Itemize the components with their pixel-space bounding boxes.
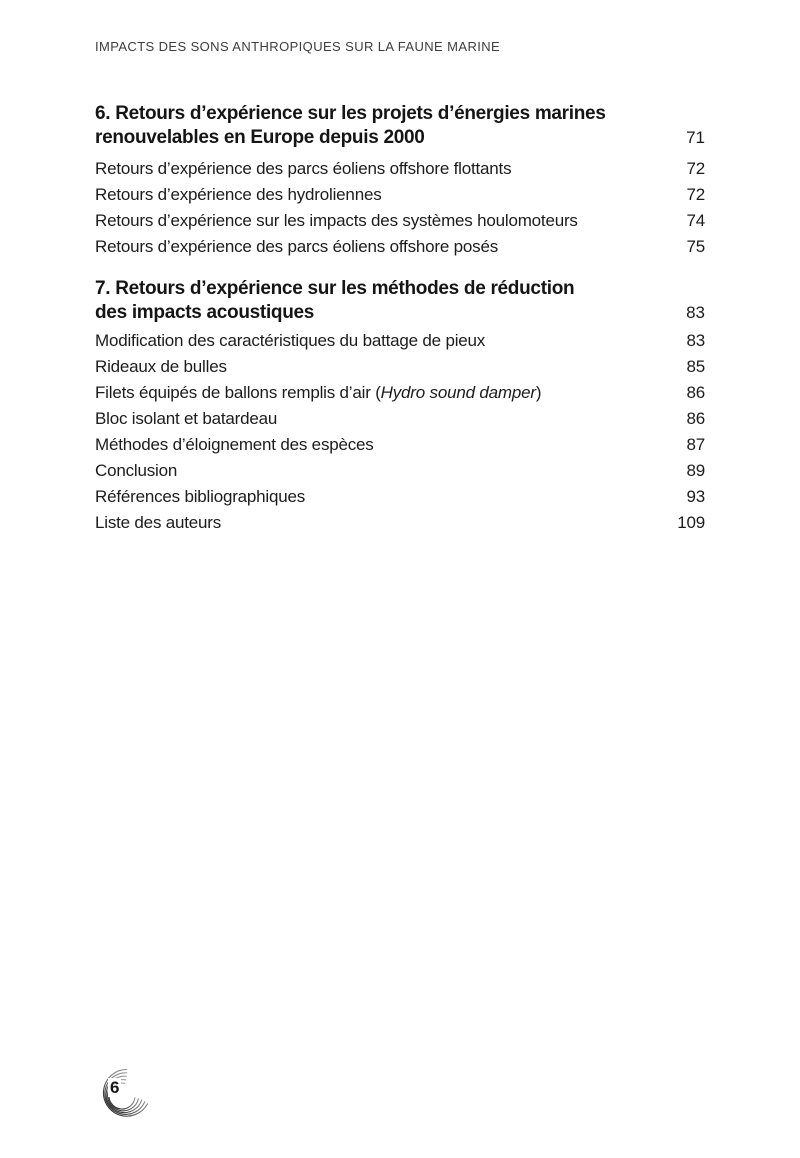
toc-entry-page: 89 (686, 461, 705, 480)
italic-term: Hydro sound damper (380, 383, 536, 402)
toc-entry-page: 83 (686, 331, 705, 350)
section-7-title (95, 277, 574, 325)
toc-entry-label: Liste des auteurs (95, 513, 222, 532)
toc-entry (95, 380, 705, 406)
folio-page-number: 6 (110, 1078, 120, 1097)
toc-entry-page: 87 (686, 435, 705, 454)
toc-entry-label: Retours d’expérience des hydroliennes (95, 185, 382, 204)
toc-entry (95, 234, 705, 260)
toc-section-6 (95, 102, 705, 260)
toc-entry (95, 208, 705, 234)
toc-entry-label-prefix: Filets équipés de ballons remplis d’air ( (95, 383, 381, 402)
toc-entry-page: 72 (686, 159, 705, 178)
arc-swoosh-logo-icon (92, 1066, 154, 1132)
page-footer (92, 1066, 154, 1132)
section-7-title-line1: 7. Retours d’expérience sur les méthodes de réduction (95, 278, 575, 299)
running-header: IMPACTS DES SONS ANTHROPIQUES SUR LA FAUNE MARINE (95, 39, 501, 54)
toc-entry-label: Conclusion (95, 461, 178, 480)
toc-entry-label: Références bibliographiques (95, 487, 306, 506)
toc-entry-page: 74 (686, 211, 705, 230)
section-7-title-line2: des impacts acoustiques (95, 302, 315, 323)
toc-entry-label: Modification des caractéristiques du battage de pieux (95, 331, 486, 350)
toc-entry-page: 72 (686, 185, 705, 204)
section-6-entries (95, 156, 705, 260)
toc-entry-page: 86 (686, 383, 705, 402)
toc-entry-label: Retours d’expérience des parcs éoliens offshore posés (95, 237, 498, 256)
section-6-heading (95, 102, 705, 150)
toc-entry (95, 484, 705, 510)
toc-entry (95, 458, 705, 484)
toc-entry-label (95, 380, 541, 406)
toc-entry-page: 85 (686, 357, 705, 376)
toc-entry (95, 182, 705, 208)
section-6-title-line2: renouvelables en Europe depuis 2000 (95, 127, 425, 148)
toc-entry (95, 406, 705, 432)
toc-entry (95, 354, 705, 380)
toc-entry-label: Bloc isolant et batardeau (95, 409, 278, 428)
toc-entry (95, 432, 705, 458)
toc-entry-label-suffix: ) (535, 383, 542, 402)
section-7-entries (95, 328, 705, 536)
toc-entry (95, 328, 705, 354)
section-6-title (95, 102, 606, 150)
section-7-heading (95, 277, 705, 325)
section-7-page-number: 83 (686, 303, 705, 322)
section-6-title-line1: 6. Retours d’expérience sur les projets d’énergies marines (95, 103, 606, 124)
toc-entry-label: Retours d’expérience des parcs éoliens offshore flottants (95, 159, 512, 178)
toc-entry-label: Méthodes d’éloignement des espèces (95, 435, 374, 454)
toc-entry-page: 86 (686, 409, 705, 428)
toc-entry-page: 93 (686, 487, 705, 506)
toc-entry-page: 109 (677, 513, 705, 532)
toc-section-7 (95, 277, 705, 536)
toc-entry-label: Retours d’expérience sur les impacts des systèmes houlomoteurs (95, 211, 578, 230)
toc-entry-page: 75 (686, 237, 705, 256)
section-6-page-number: 71 (686, 128, 705, 147)
table-of-contents (95, 102, 705, 536)
toc-entry (95, 510, 705, 536)
toc-entry-label: Rideaux de bulles (95, 357, 227, 376)
toc-entry (95, 156, 705, 182)
